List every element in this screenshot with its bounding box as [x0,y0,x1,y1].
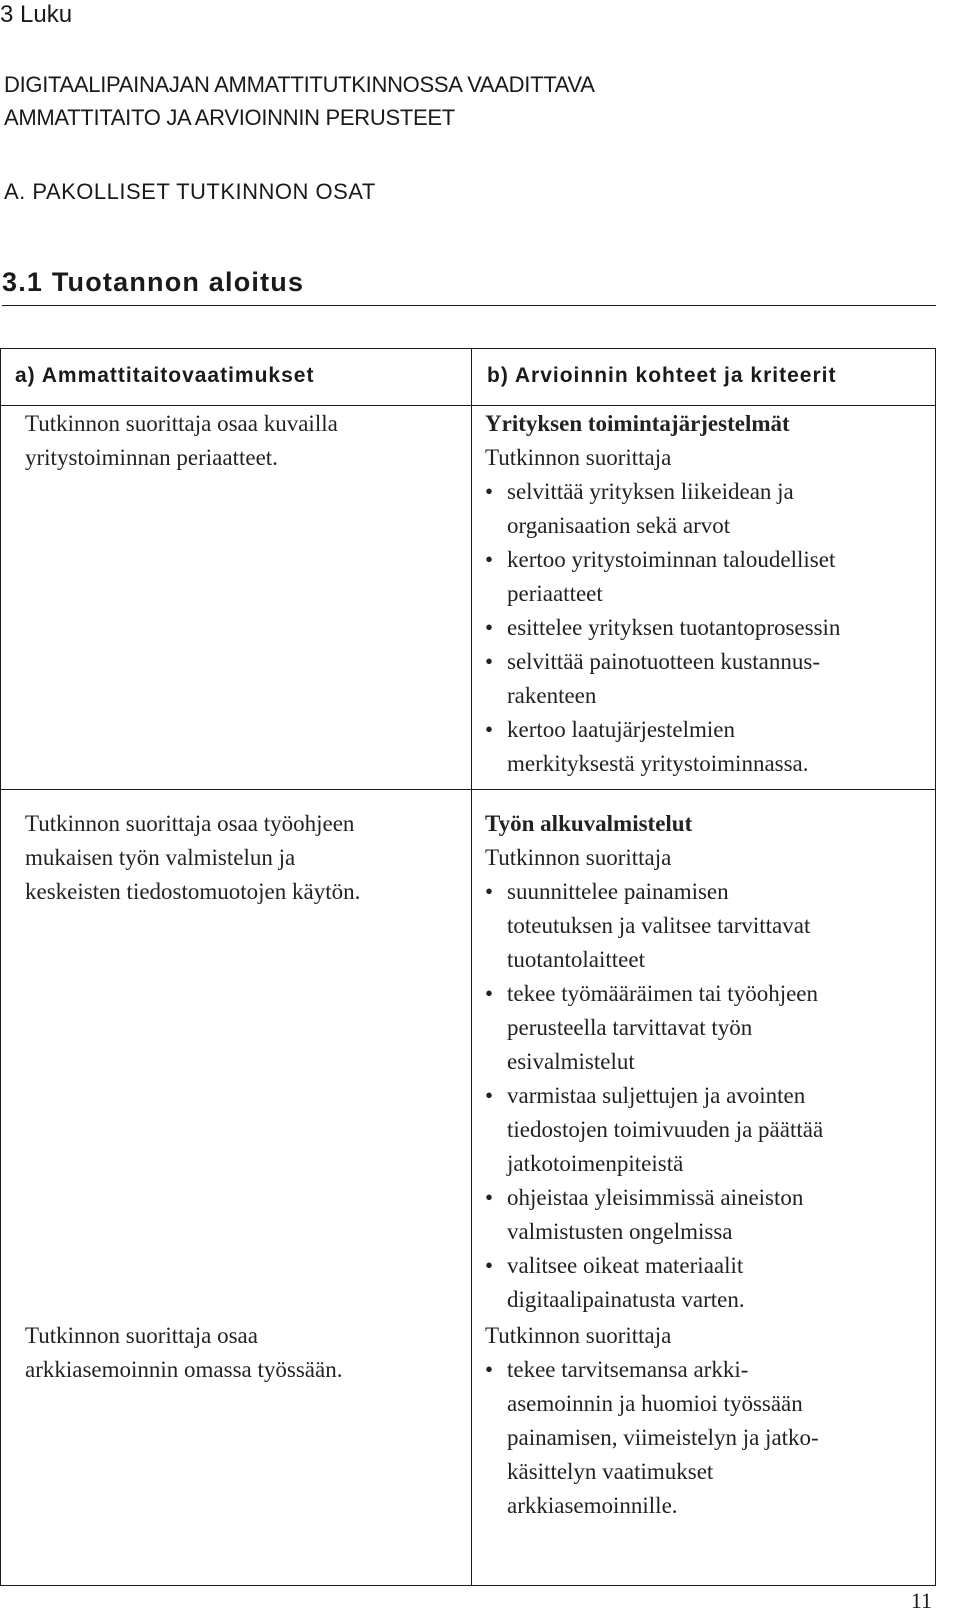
criteria-item-line: • suunnittelee painamisen [507,879,729,904]
document-title-line: AMMATTITAITO JA ARVIOINNIN PERUSTEET [4,105,455,130]
criteria-list [485,1353,819,1523]
column-header-criteria: b) Arvioinnin kohteet ja kriteerit [487,364,837,387]
criteria-item-line: painamisen, viimeistelyn ja jatko- [507,1425,819,1450]
criteria-item-line: jatkotoimenpiteistä [507,1151,684,1176]
criteria-item-line: • tekee työmääräimen tai työohjeen [507,981,819,1006]
requirements-table [0,348,936,1586]
criteria-item-line: • selvittää yrityksen liikeidean ja [507,479,794,504]
criteria-item [485,645,840,713]
criteria-block [485,407,840,781]
criteria-item-line: arkkiasemoinnille. [507,1493,678,1518]
criteria-item-line: • varmistaa suljettujen ja avointen [507,1083,806,1108]
criteria-item [485,875,823,977]
criteria-item-line: • tekee tarvitsemansa arkki- [507,1357,749,1382]
criteria-item-line: • valitsee oikeat materiaalit [507,1253,744,1278]
criteria-list [485,475,840,781]
requirement-line: keskeisten tiedostomuotojen käytön. [25,879,361,904]
criteria-item-line: periaatteet [507,581,603,606]
criteria-item-line: organisaation sekä arvot [507,513,731,538]
criteria-item-line: asemoinnin ja huomioi työssään [507,1391,803,1416]
row-divider [1,789,935,790]
requirement-line: Tutkinnon suorittaja osaa [25,1323,258,1348]
document-title-line: DIGITAALIPAINAJAN AMMATTITUTKINNOSSA VAADITTAVA [4,72,595,97]
requirement-line: mukaisen työn valmistelun ja [25,845,296,870]
criteria-item-line: tiedostojen toimivuuden ja päättää [507,1117,824,1142]
criteria-item [485,543,840,611]
subsection-heading: 3.1 Tuotannon aloitus [2,265,936,306]
requirement-line: Tutkinnon suorittaja osaa työohjeen [25,811,355,836]
column-divider [471,349,472,1585]
criteria-item-line: tuotantolaitteet [507,947,645,972]
criteria-item-line: digitaalipainatusta varten. [507,1287,745,1312]
criteria-block [485,807,823,1317]
criteria-item [485,1353,819,1523]
criteria-item-line: perusteella tarvittavat työn [507,1015,753,1040]
chapter-label: 3 Luku [0,1,73,28]
criteria-list [485,875,823,1317]
section-heading: A. PAKOLLISET TUTKINNON OSAT [4,179,376,204]
requirement-line: Tutkinnon suorittaja osaa kuvailla [25,411,338,436]
document-title [4,68,595,134]
criteria-item-line: toteutuksen ja valitsee tarvittavat [507,913,811,938]
requirement-line: arkkiasemoinnin omassa työssään. [25,1357,343,1382]
criteria-title: Yrityksen toimintajärjestelmät [485,411,790,436]
criteria-item-line: esivalmistelut [507,1049,635,1074]
column-header-requirements: a) Ammattitaitovaatimukset [15,364,315,387]
criteria-item-line: valmistusten ongelmissa [507,1219,733,1244]
criteria-item-line: • kertoo yritystoiminnan taloudelliset [507,547,836,572]
criteria-intro: Tutkinnon suorittaja [485,1323,672,1348]
criteria-item [485,611,840,645]
criteria-item-line: rakenteen [507,683,597,708]
criteria-item [485,1181,823,1249]
requirement-text [25,407,338,475]
criteria-intro: Tutkinnon suorittaja [485,845,672,870]
criteria-item-line: käsittelyn vaatimukset [507,1459,714,1484]
criteria-block [485,1319,819,1523]
requirement-text [25,807,360,909]
criteria-intro: Tutkinnon suorittaja [485,445,672,470]
criteria-item [485,475,840,543]
page-number: 11 [910,1588,932,1613]
criteria-item-line: merkityksestä yritystoiminnassa. [507,751,809,776]
criteria-item-line: • selvittää painotuotteen kustannus- [507,649,820,674]
header-divider [1,405,935,406]
criteria-title: Työn alkuvalmistelut [485,811,693,836]
criteria-item [485,1079,823,1181]
criteria-item-line: • kertoo laatujärjestelmien [507,717,735,742]
criteria-item [485,977,823,1079]
requirement-text [25,1319,342,1387]
criteria-item [485,1249,823,1317]
criteria-item [485,713,840,781]
criteria-item-line: • ohjeistaa yleisimmissä aineiston [507,1185,804,1210]
criteria-item-line: • esittelee yrityksen tuotantoprosessin [507,615,841,640]
requirement-line: yritystoiminnan periaatteet. [25,445,278,470]
